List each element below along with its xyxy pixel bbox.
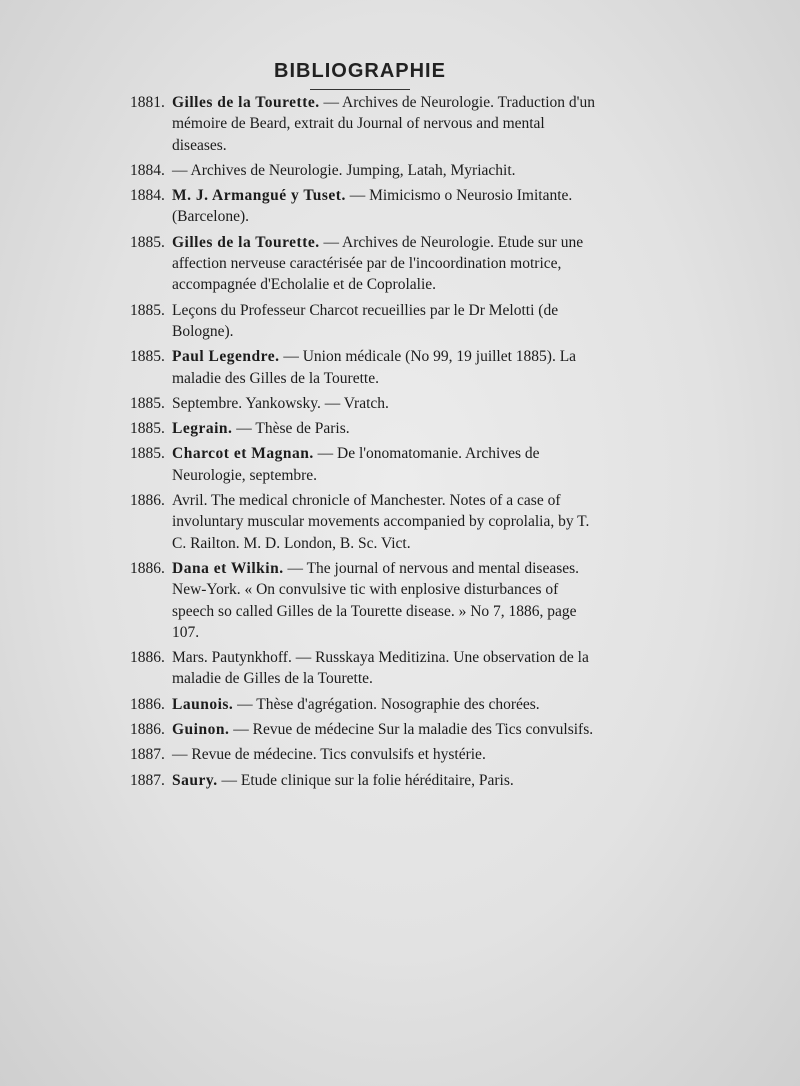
bibliography-entry <box>130 443 600 486</box>
bibliography-entry <box>130 770 600 791</box>
entry-year: 1884. <box>130 161 165 179</box>
entry-year: 1885. <box>130 233 165 251</box>
bibliography-list <box>130 92 600 795</box>
entry-year: 1885. <box>130 394 165 412</box>
entry-author: Saury. <box>172 771 218 789</box>
bibliography-entry <box>130 300 600 343</box>
bibliography-entry <box>130 647 600 690</box>
bibliography-entry <box>130 393 600 414</box>
entry-text: Leçons du Professeur Charcot recueillies par le Dr Melotti (de Bologne). <box>172 301 559 340</box>
entry-text: — Archives de Neurologie. Etude sur une affection nerveuse caractérisée par de l'incoordination motrice, accompagnée d'Echolalie et de Coprolalie. <box>172 233 584 294</box>
entry-text: — Archives de Neurologie. Traduction d'un mémoire de Beard, extrait du Journal of nervous and mental diseases. <box>172 94 595 154</box>
bibliography-entry <box>130 418 600 439</box>
entry-text: — Revue de médecine. Tics convulsifs et hystérie. <box>172 746 486 764</box>
title-rule <box>310 89 410 90</box>
entry-author: Paul Legendre. <box>172 348 280 366</box>
entry-text: Septembre. Yankowsky. — Vratch. <box>172 394 389 412</box>
bibliography-entry <box>130 346 600 389</box>
page-title: BIBLIOGRAPHIE <box>274 60 446 82</box>
entry-author: Guinon. <box>172 721 230 739</box>
bibliography-entry <box>130 490 600 554</box>
entry-text: — Union médicale (No 99, 19 juillet 1885). La maladie des Gilles de la Tourette. <box>172 348 577 387</box>
entry-year: 1881. <box>130 94 165 111</box>
entry-text: — The journal of nervous and mental diseases. New-York. « On convulsive tic with enplosive disturbances of speech so called Gilles de la Tourette disease. » No 7, 1886, page 107. <box>172 559 580 641</box>
bibliography-entry <box>130 558 600 643</box>
entry-year: 1886. <box>130 559 165 577</box>
bibliography-entry <box>130 160 600 181</box>
entry-year: 1886. <box>130 695 165 713</box>
entry-author: Charcot et Magnan. <box>172 445 314 463</box>
entry-author: Dana et Wilkin. <box>172 559 284 577</box>
bibliography-entry <box>130 744 600 765</box>
entry-year: 1886. <box>130 721 165 739</box>
entry-year: 1886. <box>130 649 165 667</box>
bibliography-entry <box>130 719 600 740</box>
entry-text: Avril. The medical chronicle of Manchester. Notes of a case of involuntary muscular movements accompanied by coprolalia, by T. C. Railton. M. D. London, B. Sc. Vict. <box>172 492 590 552</box>
entry-text: — Thèse de Paris. <box>232 420 350 438</box>
entry-author: Legrain. <box>172 420 233 438</box>
entry-text: — Mimicismo o Neurosio Imitante. (Barcelone). <box>172 187 573 226</box>
entry-text: — Revue de médecine Sur la maladie des Tics convulsifs. <box>229 721 594 739</box>
entry-text: — Etude clinique sur la folie héréditaire, Paris. <box>217 771 514 789</box>
entry-author: Launois. <box>172 695 234 713</box>
entry-author: Gilles de la Tourette. <box>172 94 320 111</box>
bibliography-entry <box>130 185 600 228</box>
entry-text: — Thèse d'agrégation. Nosographie des chorées. <box>233 695 540 713</box>
entry-author: Gilles de la Tourette. <box>172 233 320 251</box>
entry-author: M. J. Armangué y Tuset. <box>172 187 346 205</box>
entry-year: 1887. <box>130 771 165 789</box>
entry-text: — Archives de Neurologie. Jumping, Latah, Myriachit. <box>172 161 516 179</box>
bibliography-entry <box>130 232 600 296</box>
entry-text: — De l'onomatomanie. Archives de Neurologie, septembre. <box>172 445 540 484</box>
bibliography-entry <box>130 92 600 156</box>
entry-year: 1885. <box>130 445 165 463</box>
entry-year: 1884. <box>130 187 165 205</box>
entry-text: Mars. Pautynkhoff. — Russkaya Meditizina. Une observation de la maladie de Gilles de la Tourette. <box>172 649 589 688</box>
bibliography-entry <box>130 694 600 715</box>
entry-year: 1886. <box>130 492 165 510</box>
entry-year: 1885. <box>130 301 165 319</box>
entry-year: 1885. <box>130 420 165 438</box>
entry-year: 1885. <box>130 348 165 366</box>
entry-year: 1887. <box>130 746 165 764</box>
